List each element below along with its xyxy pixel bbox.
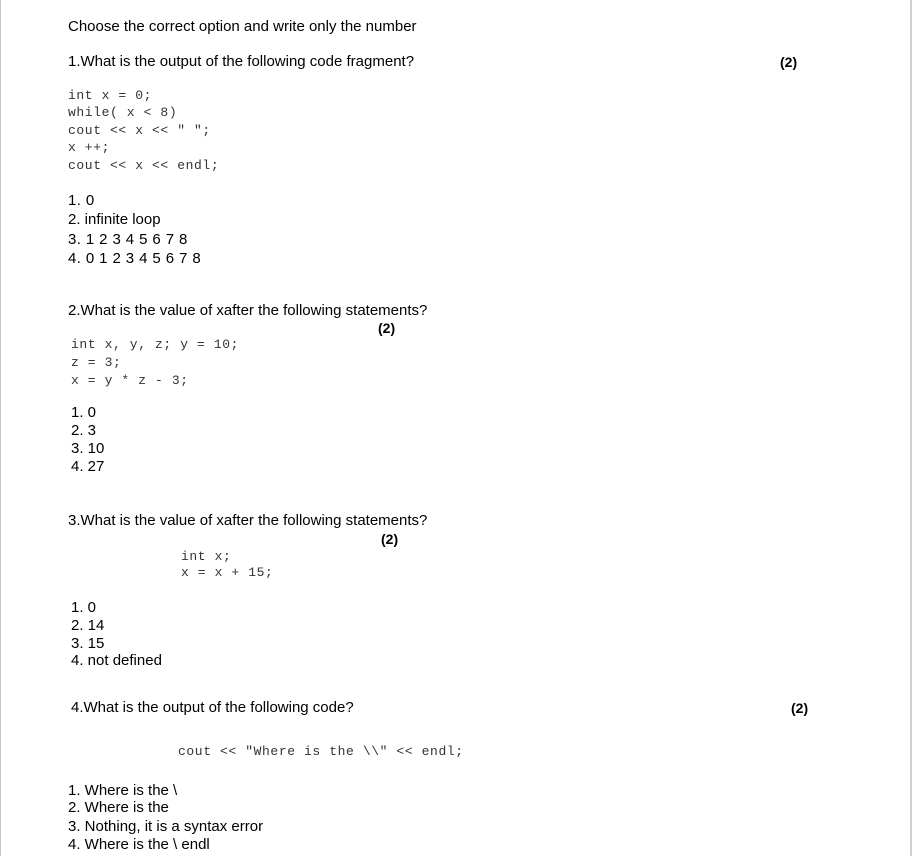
option-4: 4. not defined <box>71 652 162 669</box>
code-line: x = x + 15; <box>181 565 274 580</box>
option-3: 3. 15 <box>71 635 105 652</box>
option-3: 3. 10 <box>71 440 105 457</box>
question-1-text: 1.What is the output of the following code fragment? <box>68 53 415 70</box>
option-4: 4. 27 <box>71 458 105 475</box>
option-2: 2. Where is the <box>68 799 169 816</box>
code-line: int x; <box>181 549 232 564</box>
option-4: 4. 0 1 2 3 4 5 6 7 8 <box>68 250 202 267</box>
option-2: 2. 3 <box>71 422 97 439</box>
code-line: int x, y, z; y = 10; <box>71 337 240 352</box>
question-3-marks: (2) <box>381 531 399 547</box>
option-1: 1. 0 <box>71 599 97 616</box>
question-2-marks: (2) <box>378 320 396 336</box>
code-line: x ++; <box>68 140 111 155</box>
option-1: 1. Where is the \ <box>68 782 178 799</box>
question-4-text: 4.What is the output of the following code? <box>71 699 354 716</box>
code-line: cout << "Where is the \\" << endl; <box>178 744 464 759</box>
question-2-text: 2.What is the value of xafter the following statements? <box>68 302 428 319</box>
code-line: while( x < 8) <box>68 105 178 120</box>
question-4-marks: (2) <box>791 700 809 716</box>
code-line: cout << x << " "; <box>68 123 211 138</box>
code-line: x = y * z - 3; <box>71 373 189 388</box>
question-3-text: 3.What is the value of xafter the following statements? <box>68 512 428 529</box>
option-3: 3. Nothing, it is a syntax error <box>68 818 264 835</box>
code-line: z = 3; <box>71 355 122 370</box>
option-3: 3. 1 2 3 4 5 6 7 8 <box>68 231 188 248</box>
option-1: 1. 0 <box>71 404 97 421</box>
page-left-edge <box>0 0 1 856</box>
option-1: 1. 0 <box>68 192 95 209</box>
instruction-text: Choose the correct option and write only the number <box>68 18 417 35</box>
option-2: 2. infinite loop <box>68 211 161 228</box>
code-line: int x = 0; <box>68 88 153 103</box>
option-2: 2. 14 <box>71 617 105 634</box>
code-line: cout << x << endl; <box>68 158 220 173</box>
question-1-marks: (2) <box>780 54 798 70</box>
option-4: 4. Where is the \ endl <box>68 836 210 853</box>
